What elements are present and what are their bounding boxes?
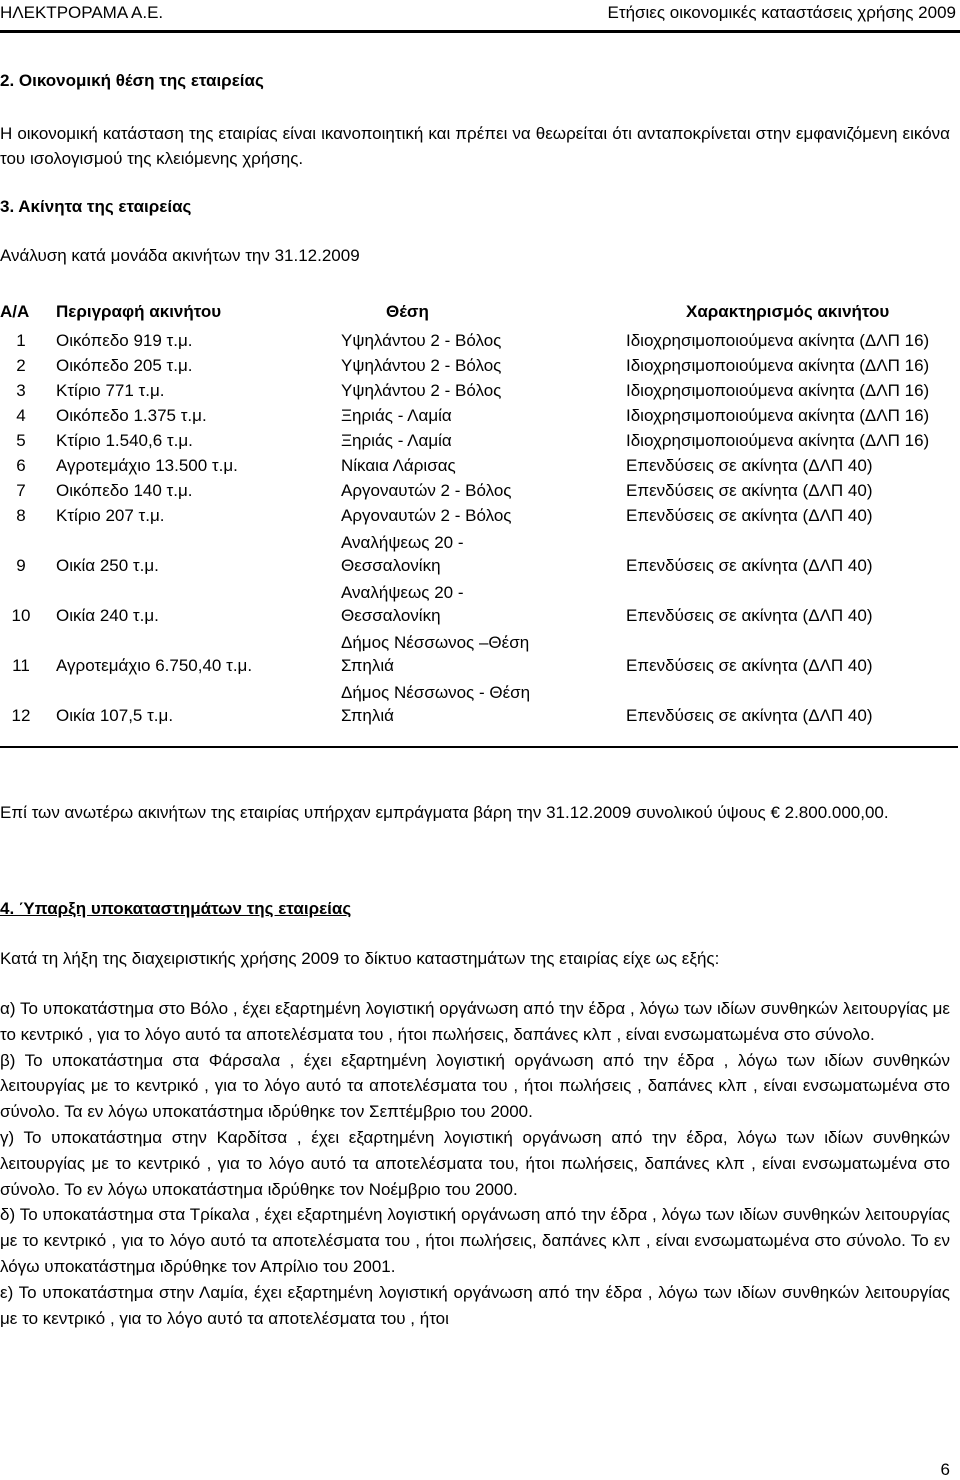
property-classification: Επενδύσεις σε ακίνητα (ΔΛΠ 40) [626, 481, 873, 500]
location-line: Αργοναυτών 2 - Βόλος [341, 481, 512, 500]
row-number: 12 [11, 706, 31, 725]
location-line: Αργοναυτών 2 - Βόλος [341, 506, 512, 525]
company-name: ΗΛΕΚΤΡΟΡΑΜΑ Α.Ε. [0, 3, 164, 22]
row-number: 7 [16, 481, 26, 500]
table-bottom-rule [0, 746, 958, 748]
location-line: Υψηλάντου 2 - Βόλος [341, 331, 502, 350]
property-location [341, 402, 626, 427]
page-header [0, 2, 956, 28]
column-header: Θέση [386, 301, 429, 321]
row-number: 11 [12, 656, 30, 675]
location-line: Υψηλάντου 2 - Βόλος [341, 381, 502, 400]
page-number: 6 [940, 1460, 950, 1479]
property-classification: Επενδύσεις σε ακίνητα (ΔΛΠ 40) [626, 456, 873, 475]
location-line: Σπηλιά [341, 656, 394, 675]
list-item: γ) Το υποκατάστημα στην Καρδίτσα , έχει εξαρτημένη λογιστική οργάνωση από την έδρα, λόγω των ιδίων συνθηκών λειτουργίας με το κεντρικό , για το λόγο αυτό τα αποτελέσματα του, ήτοι πωλήσεις, δαπάνες κλπ , είναι ενσωματωμένα στο σύνολο. Το εν λόγω υποκατάστημα ιδρύθηκε τον Νοέμβριο του 2000. [0, 1127, 950, 1199]
list-item: ε) Το υποκατάστημα στην Λαμία, έχει εξαρτημένη λογιστική οργάνωση από την έδρα , λόγω των ιδίων συνθηκών λειτουργίας με το κεντρικό , για το λόγο αυτό τα αποτελέσματα του , ήτοι [0, 1282, 950, 1328]
location-line: Νίκαια Λάρισας [341, 456, 456, 475]
property-classification: Ιδιοχρησιμοποιούμενα ακίνητα (ΔΛΠ 16) [626, 381, 930, 400]
row-number: 3 [16, 381, 26, 400]
property-description: Οικόπεδο 140 τ.μ. [56, 481, 193, 500]
table-row [0, 402, 958, 427]
property-classification: Επενδύσεις σε ακίνητα (ΔΛΠ 40) [626, 606, 873, 625]
property-description: Κτίριο 207 τ.μ. [56, 506, 165, 525]
property-description: Οικόπεδο 1.375 τ.μ. [56, 406, 207, 425]
row-number: 1 [16, 331, 26, 350]
column-header: Χαρακτηρισμός ακινήτου [686, 301, 890, 321]
property-location [341, 377, 626, 402]
row-number: 10 [11, 606, 31, 625]
section-2-text: Η οικονομική κατάσταση της εταιρίας είναι ικανοποιητική και πρέπει να θεωρείται ότι ανταποκρίνεται στην εμφανιζόμενη εικόνα του ισολογισμού της κλειόμενης χρήσης. [0, 124, 950, 168]
location-line: Υψηλάντου 2 - Βόλος [341, 356, 502, 375]
table-row [0, 377, 958, 402]
property-location [341, 327, 626, 352]
property-description: Κτίριο 1.540,6 τ.μ. [56, 431, 193, 450]
list-item: α) Το υποκατάστημα στο Βόλο , έχει εξαρτημένη λογιστική οργάνωση από την έδρα , λόγω των ιδίων συνθηκών λειτουργίας με το κεντρικό , για το λόγο αυτό τα αποτελέσματα του , ήτοι πωλήσεις, δαπάνες κλπ , είναι ενσωματωμένα στο σύνολο. [0, 999, 950, 1044]
table-row [0, 627, 958, 677]
table-row [0, 352, 958, 377]
section-3-title: 3. Ακίνητα της εταιρείας [0, 197, 192, 216]
property-location [341, 452, 626, 477]
property-location [341, 627, 626, 677]
location-line: Σπηλιά [341, 706, 394, 725]
location-line: Δήμος Νέσσωνος –Θέση [341, 633, 530, 652]
property-classification: Ιδιοχρησιμοποιούμενα ακίνητα (ΔΛΠ 16) [626, 431, 930, 450]
table-row [0, 677, 958, 727]
property-classification: Ιδιοχρησιμοποιούμενα ακίνητα (ΔΛΠ 16) [626, 356, 930, 375]
properties-table [0, 296, 958, 727]
section-4-title: 4. Ύπαρξη υποκαταστημάτων της εταιρείας [0, 899, 352, 918]
table-row [0, 502, 958, 527]
property-location [341, 527, 626, 577]
property-location [341, 352, 626, 377]
property-description: Οικία 250 τ.μ. [56, 556, 159, 575]
property-location [341, 502, 626, 527]
table-row [0, 327, 958, 352]
property-classification: Επενδύσεις σε ακίνητα (ΔΛΠ 40) [626, 706, 873, 725]
table-row [0, 577, 958, 627]
property-description: Οικία 107,5 τ.μ. [56, 706, 174, 725]
property-classification: Επενδύσεις σε ακίνητα (ΔΛΠ 40) [626, 506, 873, 525]
section-4-intro: Κατά τη λήξη της διαχειριστικής χρήσης 2009 το δίκτυο καταστημάτων της εταιρίας είχε ως εξής: [0, 949, 720, 968]
row-number: 8 [16, 506, 26, 525]
column-header: Α/Α [0, 301, 30, 321]
property-location [341, 427, 626, 452]
property-location [341, 477, 626, 502]
table-row [0, 452, 958, 477]
branch-list [0, 996, 950, 1331]
row-number: 2 [16, 356, 26, 375]
list-item: β) Το υποκατάστημα στα Φάρσαλα , έχει εξαρτημένη λογιστική οργάνωση από την έδρα , λόγω των ιδίων συνθηκών λειτουργίας με το κεντρικό , για το λόγο αυτό τα αποτελέσματα του , ήτοι πωλήσεις , δαπάνες κλπ , είναι ενσωματωμένα στο σύνολο. Τα εν λόγω υποκατάστημα ιδρύθηκε τον Σεπτέμβριο του 2000. [0, 1050, 950, 1122]
property-description: Οικία 240 τ.μ. [56, 606, 159, 625]
table-row [0, 477, 958, 502]
property-location [341, 677, 626, 727]
property-classification: Ιδιοχρησιμοποιούμενα ακίνητα (ΔΛΠ 16) [626, 406, 930, 425]
property-description: Οικόπεδο 205 τ.μ. [56, 356, 193, 375]
location-line: Δήμος Νέσσωνος - Θέση [341, 683, 531, 702]
property-description: Κτίριο 771 τ.μ. [56, 381, 165, 400]
property-description: Οικόπεδο 919 τ.μ. [56, 331, 193, 350]
property-description: Αγροτεμάχιο 13.500 τ.μ. [56, 456, 238, 475]
location-line: Αναλήψεως 20 - [341, 533, 464, 552]
row-number: 9 [16, 556, 26, 575]
encumbrance-note: Επί των ανωτέρω ακινήτων της εταιρίας υπήρχαν εμπράγματα βάρη την 31.12.2009 συνολικού ύψους € 2.800.000,00. [0, 803, 889, 822]
property-classification: Ιδιοχρησιμοποιούμενα ακίνητα (ΔΛΠ 16) [626, 331, 930, 350]
location-line: Θεσσαλονίκη [341, 606, 441, 625]
report-title: Ετήσιες οικονομικές καταστάσεις χρήσης 2009 [607, 3, 956, 22]
row-number: 6 [16, 456, 26, 475]
header-rule [0, 30, 960, 33]
property-classification: Επενδύσεις σε ακίνητα (ΔΛΠ 40) [626, 656, 873, 675]
section-2-title: 2. Οικονομική θέση της εταιρείας [0, 71, 264, 90]
location-line: Αναλήψεως 20 - [341, 583, 464, 602]
location-line: Θεσσαλονίκη [341, 556, 441, 575]
property-classification: Επενδύσεις σε ακίνητα (ΔΛΠ 40) [626, 556, 873, 575]
row-number: 4 [16, 406, 26, 425]
property-location [341, 577, 626, 627]
list-item: δ) Το υποκατάστημα στα Τρίκαλα , έχει εξαρτημένη λογιστική οργάνωση από την έδρα , λόγω των ιδίων συνθηκών λειτουργίας με το κεντρικό , για το λόγο αυτό τα αποτελέσματα του , ήτοι πωλήσεις, δαπάνες κλπ , είναι ενσωματωμένα στο σύνολο. Το εν λόγω υποκατάστημα ιδρύθηκε τον Απρίλιο του 2001. [0, 1205, 950, 1276]
table-row [0, 427, 958, 452]
table-header-row [0, 296, 958, 327]
column-header: Περιγραφή ακινήτου [56, 301, 222, 321]
row-number: 5 [16, 431, 26, 450]
table-row [0, 527, 958, 577]
property-description: Αγροτεμάχιο 6.750,40 τ.μ. [56, 656, 253, 675]
section-3-subtitle: Ανάλυση κατά μονάδα ακινήτων την 31.12.2009 [0, 246, 360, 265]
location-line: Ξηριάς - Λαμία [341, 406, 452, 425]
location-line: Ξηριάς - Λαμία [341, 431, 452, 450]
